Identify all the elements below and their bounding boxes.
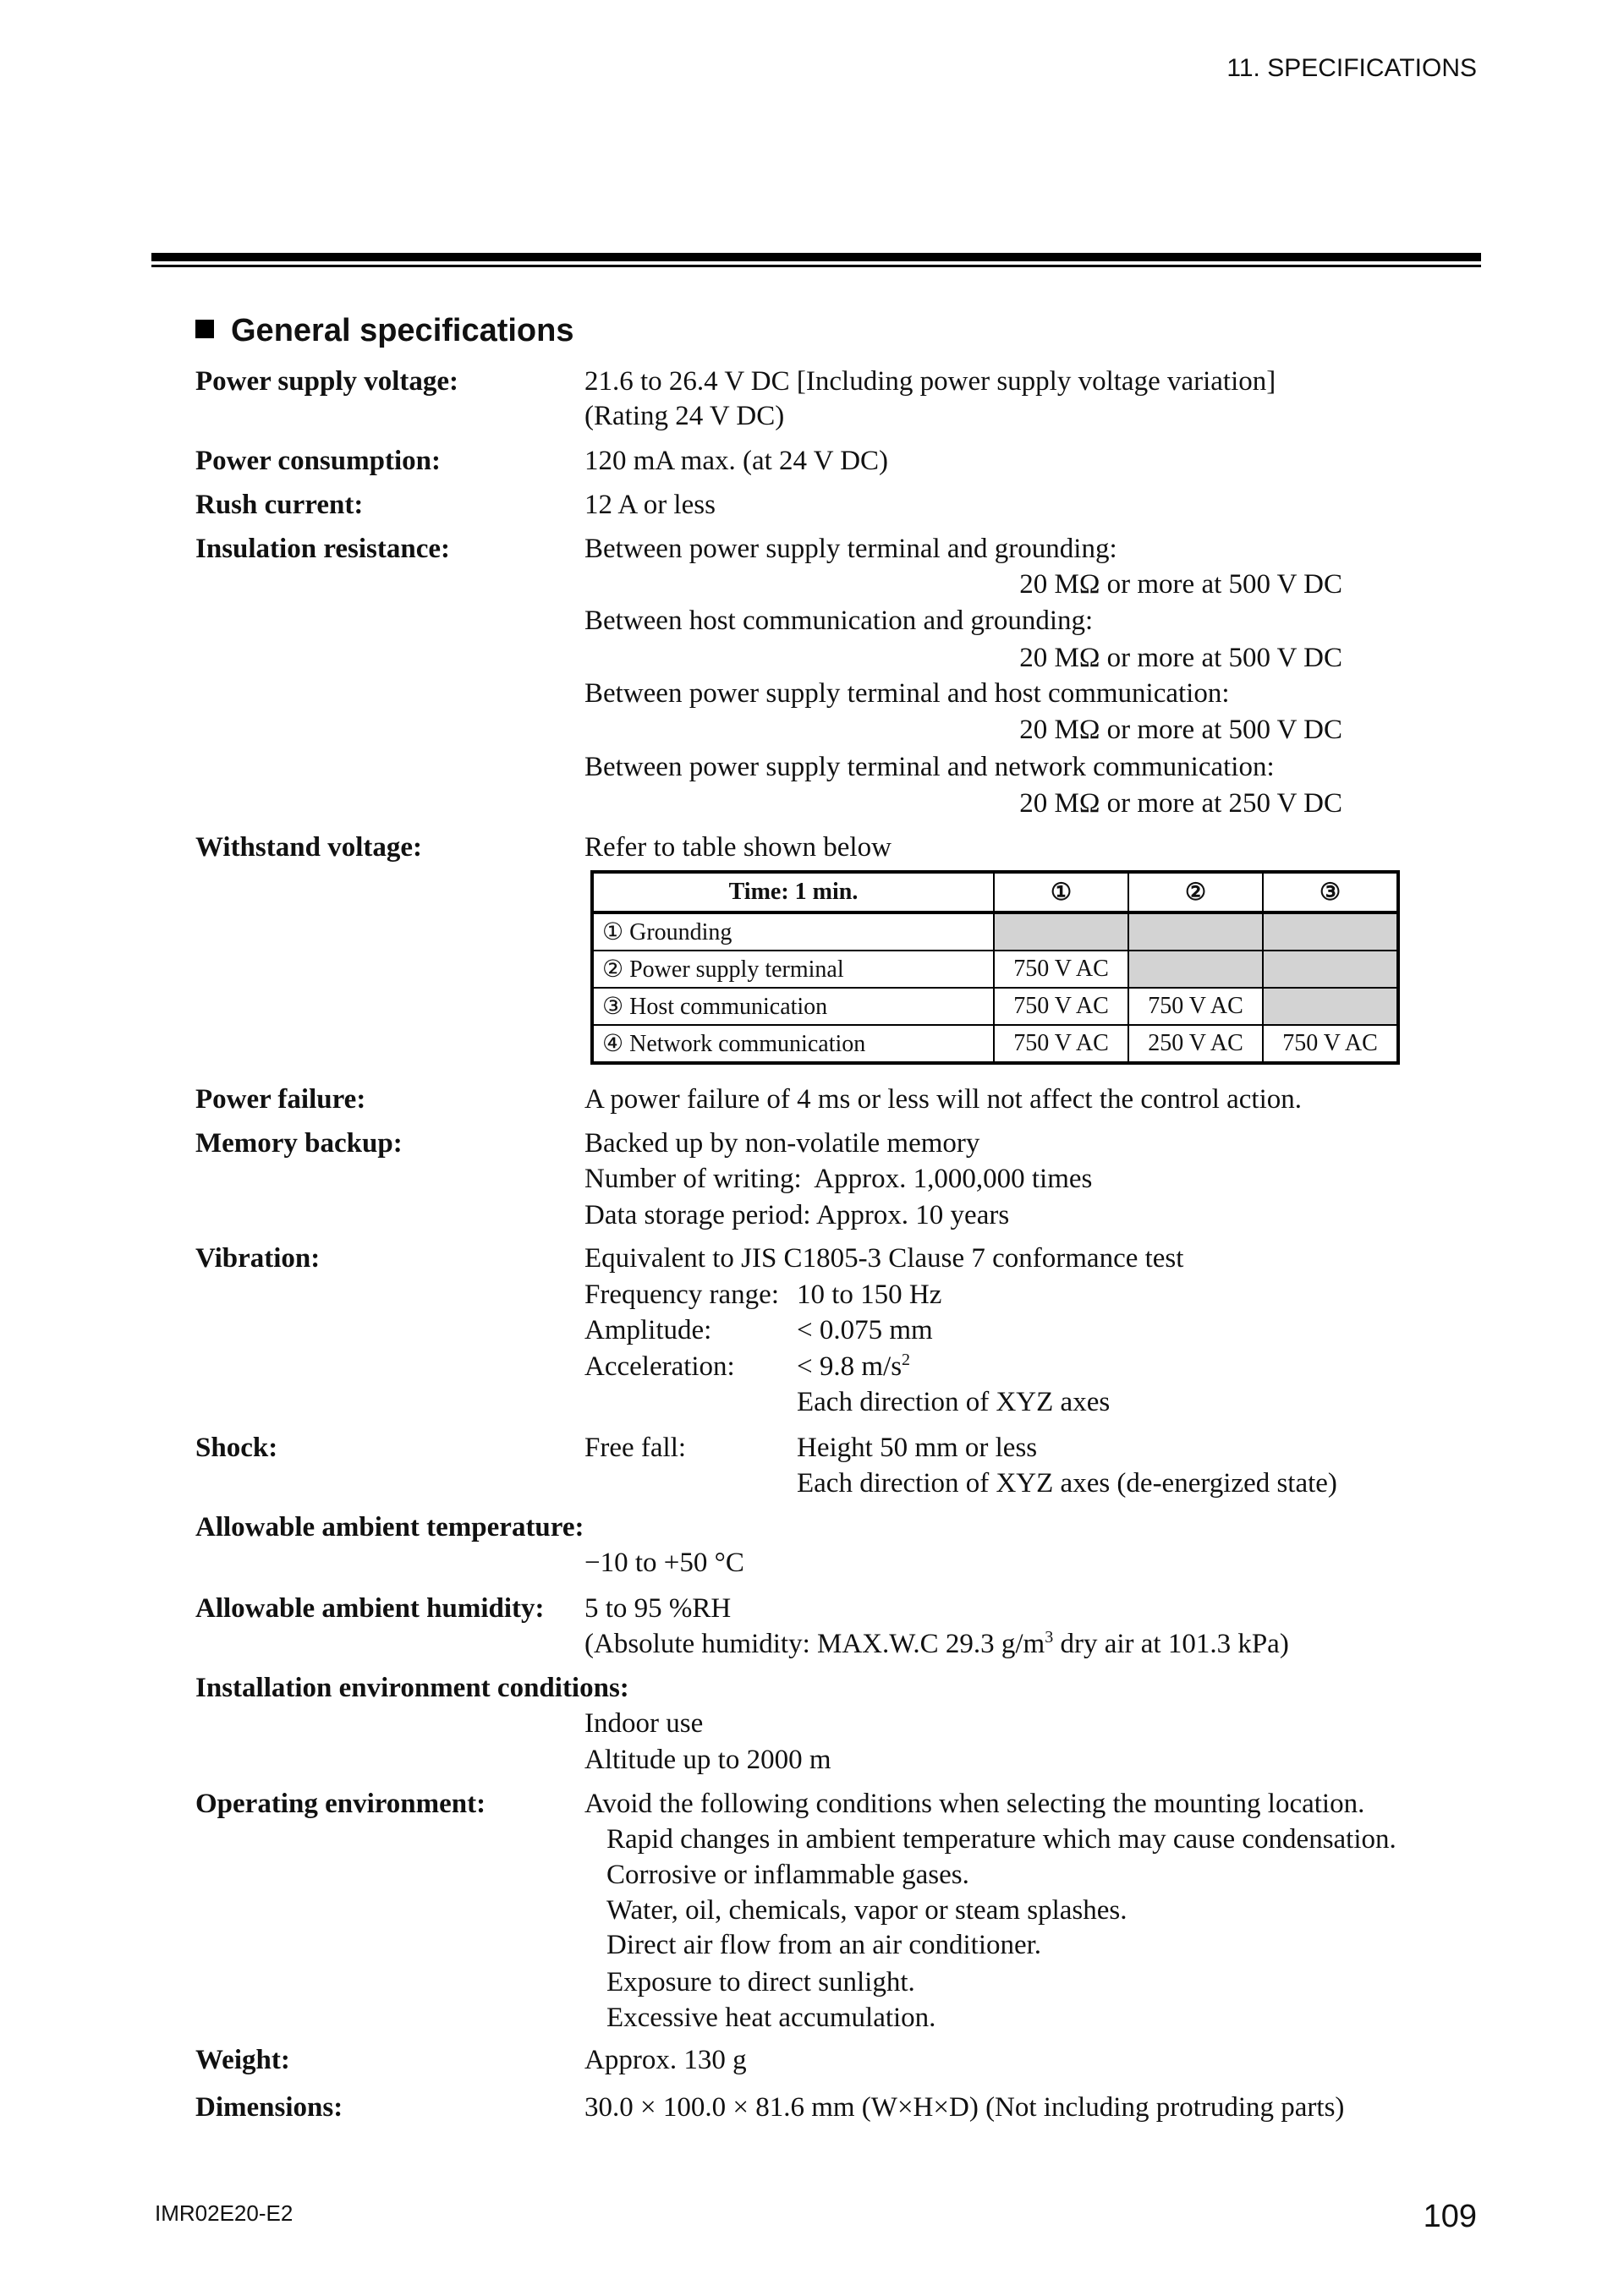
- value-text: dry air at 101.3 kPa): [1053, 1629, 1289, 1659]
- spec-label: Vibration:: [195, 1243, 321, 1274]
- spec-label: Power failure:: [195, 1084, 366, 1115]
- table-header: Time: 1 min.: [592, 872, 994, 912]
- spec-value: 20 MΩ or more at 250 V DC: [1019, 788, 1342, 819]
- table-cell: [1263, 951, 1398, 988]
- section-title-text: General specifications: [231, 313, 574, 348]
- spec-label: Power consumption:: [195, 446, 441, 476]
- row-label: ④ Network communication: [592, 1025, 994, 1063]
- spec-value: [584, 1626, 1289, 1662]
- table-cell: [1263, 988, 1398, 1025]
- spec-label: Insulation resistance:: [195, 534, 450, 564]
- table-header: ①: [994, 872, 1128, 912]
- page-number: 109: [1423, 2199, 1477, 2234]
- value-text: (Absolute humidity: MAX.W.C 29.3 g/m: [584, 1629, 1045, 1659]
- spec-label: Dimensions:: [195, 2092, 343, 2123]
- spec-value: < 0.075 mm: [797, 1315, 933, 1345]
- withstand-voltage-table: [590, 870, 1400, 1065]
- document-id: IMR02E20-E2: [155, 2200, 294, 2226]
- table-cell: [1263, 912, 1398, 951]
- spec-key: Amplitude:: [584, 1315, 712, 1345]
- running-header: 11. SPECIFICATIONS: [1226, 54, 1477, 82]
- table-header: ②: [1128, 872, 1263, 912]
- table-cell: [994, 912, 1128, 951]
- spec-value: Each direction of XYZ axes: [797, 1387, 1111, 1417]
- spec-value: Altitude up to 2000 m: [584, 1745, 831, 1775]
- header-rule-thick: [151, 253, 1481, 261]
- spec-value: Height 50 mm or less: [797, 1433, 1038, 1463]
- row-label: ② Power supply terminal: [592, 951, 994, 988]
- spec-value: Equivalent to JIS C1805-3 Clause 7 conformance test: [584, 1243, 1184, 1274]
- table-row: [592, 951, 1398, 988]
- spec-label: Shock:: [195, 1433, 278, 1463]
- spec-value: Indoor use: [584, 1708, 704, 1739]
- spec-value: −10 to +50 °C: [584, 1548, 744, 1578]
- row-label: ① Grounding: [592, 912, 994, 951]
- table-header: ③: [1263, 872, 1398, 912]
- spec-key: Acceleration:: [584, 1351, 735, 1382]
- spec-value: Approx. 130 g: [584, 2045, 747, 2075]
- table-row: [592, 1025, 1398, 1063]
- spec-value: Between host communication and grounding:: [584, 606, 1094, 636]
- spec-label: Withstand voltage:: [195, 832, 422, 863]
- spec-label: Operating environment:: [195, 1789, 486, 1819]
- spec-label: Memory backup:: [195, 1128, 403, 1159]
- spec-value: Refer to table shown below: [584, 832, 892, 863]
- spec-label: Rush current:: [195, 490, 364, 520]
- list-item: Excessive heat accumulation.: [606, 2003, 936, 2033]
- spec-value: [797, 1349, 910, 1384]
- table-cell: 750 V AC: [1128, 988, 1263, 1025]
- spec-value: Number of writing: Approx. 1,000,000 times: [584, 1164, 1093, 1194]
- superscript: 3: [1045, 1628, 1054, 1647]
- table-row: [592, 912, 1398, 951]
- list-item: Exposure to direct sunlight.: [606, 1967, 915, 1997]
- spec-value: Avoid the following conditions when selecting the mounting location.: [584, 1789, 1365, 1819]
- list-item: Direct air flow from an air conditioner.: [606, 1930, 1042, 1960]
- spec-value: 20 MΩ or more at 500 V DC: [1019, 643, 1342, 673]
- spec-value: Backed up by non-volatile memory: [584, 1128, 980, 1159]
- spec-label: Allowable ambient temperature:: [195, 1512, 584, 1543]
- spec-label: Installation environment conditions:: [195, 1673, 629, 1703]
- header-rule-thin: [151, 265, 1481, 267]
- row-label: ③ Host communication: [592, 988, 994, 1025]
- table-cell: 250 V AC: [1128, 1025, 1263, 1063]
- spec-value: 20 MΩ or more at 500 V DC: [1019, 715, 1342, 745]
- spec-value: 120 mA max. (at 24 V DC): [584, 446, 889, 476]
- spec-label: Power supply voltage:: [195, 366, 459, 397]
- spec-value: Each direction of XYZ axes (de-energized state): [797, 1468, 1337, 1499]
- spec-value: 5 to 95 %RH: [584, 1593, 732, 1624]
- spec-value: (Rating 24 V DC): [584, 401, 785, 431]
- list-item: Water, oil, chemicals, vapor or steam splashes.: [606, 1895, 1127, 1926]
- spec-value: Data storage period: Approx. 10 years: [584, 1200, 1010, 1230]
- spec-value: 12 A or less: [584, 490, 716, 520]
- spec-value: Between power supply terminal and network communication:: [584, 752, 1275, 782]
- list-item: Corrosive or inflammable gases.: [606, 1860, 969, 1890]
- spec-key: Frequency range:: [584, 1280, 779, 1310]
- spec-value: 20 MΩ or more at 500 V DC: [1019, 569, 1342, 600]
- spec-value: 30.0 × 100.0 × 81.6 mm (W×H×D) (Not including protruding parts): [584, 2092, 1345, 2123]
- table-cell: [1128, 912, 1263, 951]
- table-header-row: [592, 872, 1398, 912]
- section-title: [195, 313, 574, 349]
- table-cell: 750 V AC: [994, 951, 1128, 988]
- spec-label: Weight:: [195, 2045, 290, 2075]
- spec-key: Free fall:: [584, 1433, 687, 1463]
- spec-value: 10 to 150 Hz: [797, 1280, 942, 1310]
- table-cell: 750 V AC: [994, 988, 1128, 1025]
- table-cell: [1128, 951, 1263, 988]
- table-cell: 750 V AC: [994, 1025, 1128, 1063]
- list-item: Rapid changes in ambient temperature which may cause condensation.: [606, 1824, 1396, 1855]
- spec-value: A power failure of 4 ms or less will not affect the control action.: [584, 1084, 1302, 1115]
- table-cell: 750 V AC: [1263, 1025, 1398, 1063]
- spec-label: Allowable ambient humidity:: [195, 1593, 545, 1624]
- spec-value: Between power supply terminal and grounding:: [584, 534, 1117, 564]
- square-bullet-icon: [195, 320, 214, 338]
- value-text: < 9.8 m/s: [797, 1351, 903, 1382]
- spec-value: 21.6 to 26.4 V DC [Including power supply voltage variation]: [584, 366, 1276, 397]
- table-row: [592, 988, 1398, 1025]
- spec-value: Between power supply terminal and host communication:: [584, 678, 1230, 709]
- superscript: 2: [902, 1351, 911, 1369]
